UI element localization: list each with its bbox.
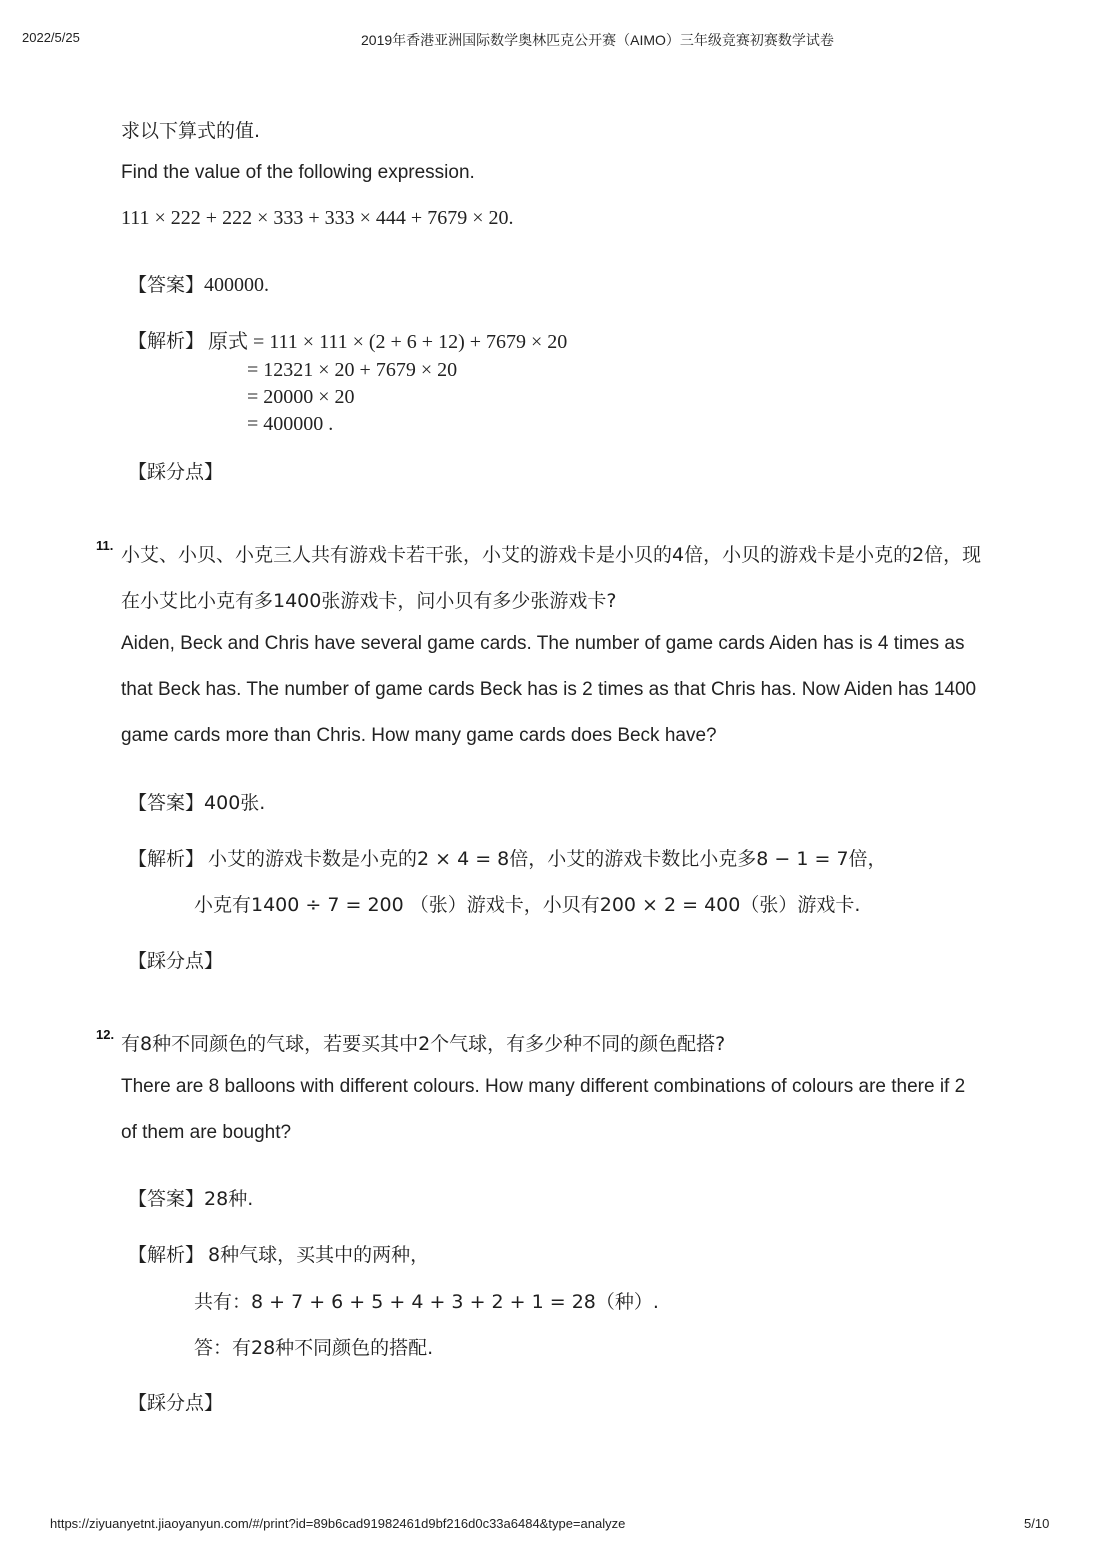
print-date: 2022/5/25 xyxy=(22,30,80,45)
page-title: 2019年香港亚洲国际数学奥林匹克公开赛（AIMO）三年级竞赛初赛数学试卷 xyxy=(361,32,834,48)
q10-analysis-line-2: = 12321 × 20 + 7679 × 20 xyxy=(247,359,458,381)
q12-analysis-line-3: 答：有28种不同颜色的搭配. xyxy=(194,1337,434,1359)
answer-tag: 【答案】 xyxy=(128,274,205,296)
answer-tag: 【答案】 xyxy=(128,1188,205,1210)
q11-prompt-en-line-1: Aiden, Beck and Chris have several game cards. The number of game cards Aiden has is 4 times as xyxy=(121,633,965,654)
q12-analysis-line-1: 8种气球，买其中的两种， xyxy=(208,1244,430,1266)
q10-prompt-en: Find the value of the following expression. xyxy=(121,162,475,183)
q10-analysis-line-4: = 400000 . xyxy=(247,413,334,435)
q10-prompt-cn: 求以下算式的值. xyxy=(121,120,261,142)
q11-number: 11. xyxy=(96,538,114,553)
q10-analysis-line-1: 原式 = 111 × 111 × (2 + 6 + 12) + 7679 × 20 xyxy=(208,331,568,353)
q12-prompt-cn: 有8种不同颜色的气球，若要买其中2个气球，有多少种不同的颜色配搭? xyxy=(121,1033,726,1055)
q12-analysis-tag: 【解析】 xyxy=(128,1244,205,1266)
q12-prompt-en-line-2: of them are bought? xyxy=(121,1122,292,1143)
q12-points-tag: 【踩分点】 xyxy=(128,1392,224,1414)
page-number: 5/10 xyxy=(1024,1516,1050,1531)
q10-points-tag: 【踩分点】 xyxy=(128,461,224,483)
q11-analysis-line-1: 小艾的游戏卡数是小克的2 × 4 = 8倍，小艾的游戏卡数比小克多8 − 1 = 7倍， xyxy=(208,848,887,870)
q11-answer xyxy=(128,788,265,815)
q10-expression: 111 × 222 + 222 × 333 + 333 × 444 + 7679 × 20. xyxy=(121,207,514,229)
q12-answer xyxy=(128,1184,253,1211)
q11-prompt-cn-line-1: 小艾、小贝、小克三人共有游戏卡若干张，小艾的游戏卡是小贝的4倍，小贝的游戏卡是小克的2倍，现 xyxy=(121,544,982,566)
q11-points-tag: 【踩分点】 xyxy=(128,950,224,972)
q11-analysis-line-2: 小克有1400 ÷ 7 = 200 （张）游戏卡，小贝有200 × 2 = 400（张）游戏卡. xyxy=(194,894,861,916)
q11-prompt-en-line-3: game cards more than Chris. How many game cards does Beck have? xyxy=(121,725,717,746)
q10-analysis-line-3: = 20000 × 20 xyxy=(247,386,355,408)
q10-analysis-tag: 【解析】 xyxy=(128,330,205,352)
page-url: https://ziyuanyetnt.jiaoyanyun.com/#/print?id=89b6cad91982461d9bf216d0c33a6484&type=analyze xyxy=(50,1516,626,1531)
q12-number: 12. xyxy=(96,1027,115,1042)
q12-analysis-line-2: 共有：8 + 7 + 6 + 5 + 4 + 3 + 2 + 1 = 28（种）. xyxy=(194,1291,659,1313)
answer-value: 28种. xyxy=(204,1188,254,1210)
q12-prompt-en-line-1: There are 8 balloons with different colours. How many different combinations of colours are there if 2 xyxy=(121,1076,966,1097)
answer-value: 400000. xyxy=(204,274,270,296)
answer-value: 400张. xyxy=(204,792,266,814)
q11-prompt-en-line-2: that Beck has. The number of game cards Beck has is 2 times as that Chris has. Now Aiden has 1400 xyxy=(121,679,977,700)
q11-prompt-cn-line-2: 在小艾比小克有多1400张游戏卡，问小贝有多少张游戏卡? xyxy=(121,590,617,612)
answer-tag: 【答案】 xyxy=(128,792,205,814)
q10-answer xyxy=(128,270,269,297)
q11-analysis-tag: 【解析】 xyxy=(128,848,205,870)
